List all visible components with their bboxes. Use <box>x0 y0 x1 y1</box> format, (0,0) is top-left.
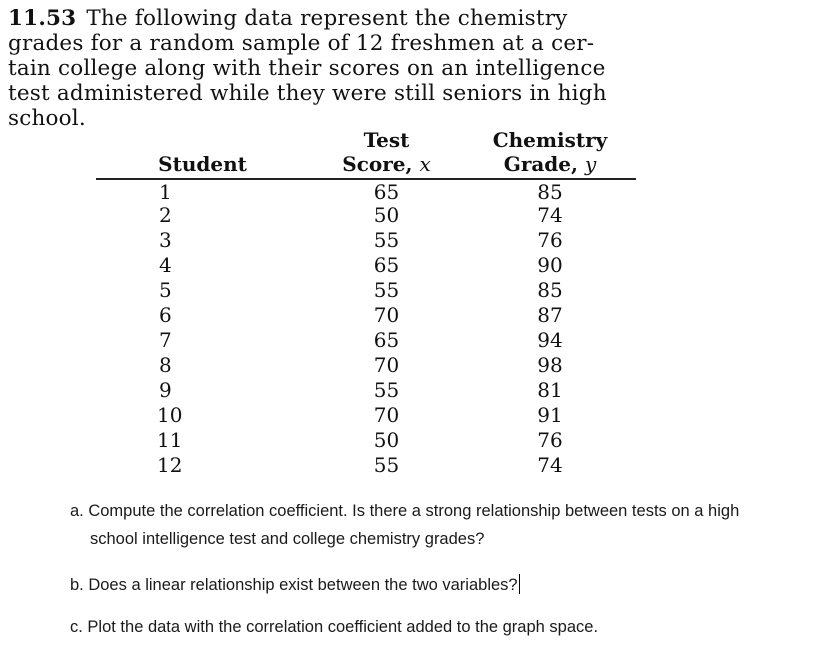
problem-line-3: tain college along with their scores on an intelligence <box>8 56 606 81</box>
cell-grade: 87 <box>537 303 563 327</box>
problem-line-1 <box>8 6 668 31</box>
cell-student: 5 <box>159 278 172 302</box>
table-row <box>96 328 636 353</box>
cell-student: 2 <box>159 203 172 227</box>
header-student: Student <box>96 152 309 179</box>
header-test: Test <box>363 128 410 152</box>
question-b-text: b. Does a linear relationship exist between the two variables? <box>70 576 518 594</box>
cell-score: 65 <box>373 328 400 352</box>
problem-number: 11.53 <box>8 6 77 31</box>
cell-grade: 90 <box>537 253 563 277</box>
table-row <box>96 278 636 303</box>
cell-score: 55 <box>373 378 400 402</box>
table-row <box>96 228 636 253</box>
cell-student: 8 <box>159 353 172 377</box>
cell-grade: 85 <box>537 278 563 302</box>
cell-score: 65 <box>373 180 400 204</box>
table-row <box>96 403 636 428</box>
header-score-label: Score, <box>342 152 413 176</box>
question-c: c. Plot the data with the correlation coefficient added to the graph space. <box>70 618 599 636</box>
table-header-row-bottom <box>96 152 636 179</box>
problem-text: The following data represent the chemistry <box>86 6 568 31</box>
header-score <box>309 152 464 179</box>
cell-score: 55 <box>373 278 400 302</box>
cell-score: 65 <box>373 253 400 277</box>
question-a-line-2: school intelligence test and college chemistry grades? <box>90 530 485 548</box>
table-row <box>96 378 636 403</box>
cell-student: 1 <box>159 180 172 204</box>
header-score-variable: x <box>419 152 431 176</box>
header-grade <box>464 152 636 179</box>
cell-grade: 94 <box>537 328 563 352</box>
cell-grade: 76 <box>537 428 563 452</box>
table-row <box>96 353 636 378</box>
cell-grade: 98 <box>537 353 563 377</box>
header-grade-label: Grade, <box>503 152 578 176</box>
cell-score: 55 <box>373 228 400 252</box>
table-row <box>96 179 636 203</box>
problem-line-5: school. <box>8 106 86 131</box>
cell-student: 7 <box>159 328 172 352</box>
table-row <box>96 303 636 328</box>
cell-score: 70 <box>373 353 400 377</box>
cell-score: 70 <box>373 403 400 427</box>
problem-line-4: test administered while they were still seniors in high <box>8 81 607 106</box>
header-grade-variable: y <box>584 152 597 176</box>
cell-grade: 74 <box>537 203 563 227</box>
cell-grade: 85 <box>537 180 563 204</box>
problem-statement <box>8 6 668 131</box>
cell-student: 10 <box>157 403 183 427</box>
cell-student: 3 <box>159 228 172 252</box>
question-b[interactable] <box>70 574 520 595</box>
cell-student: 6 <box>159 303 172 327</box>
cell-grade: 76 <box>537 228 563 252</box>
header-chemistry: Chemistry <box>492 128 608 152</box>
table-row <box>96 453 636 478</box>
table-row <box>96 203 636 228</box>
cell-student: 9 <box>159 378 172 402</box>
cell-grade: 91 <box>537 403 563 427</box>
cell-score: 50 <box>373 428 400 452</box>
problem-line-2: grades for a random sample of 12 freshmen at a cer- <box>8 31 595 56</box>
cell-grade: 81 <box>537 378 563 402</box>
cell-student: 11 <box>157 428 183 452</box>
cell-score: 70 <box>373 303 400 327</box>
question-a-line-1: a. Compute the correlation coefficient. Is there a strong relationship between tests on a high <box>70 502 740 520</box>
table-header-row-top <box>96 128 636 152</box>
cell-student: 12 <box>157 453 183 477</box>
cell-grade: 74 <box>537 453 563 477</box>
table-row <box>96 428 636 453</box>
table-row <box>96 253 636 278</box>
data-table <box>96 128 636 478</box>
cell-student: 4 <box>159 253 172 277</box>
cell-score: 50 <box>373 203 400 227</box>
cell-score: 55 <box>373 453 400 477</box>
text-cursor <box>519 574 520 594</box>
